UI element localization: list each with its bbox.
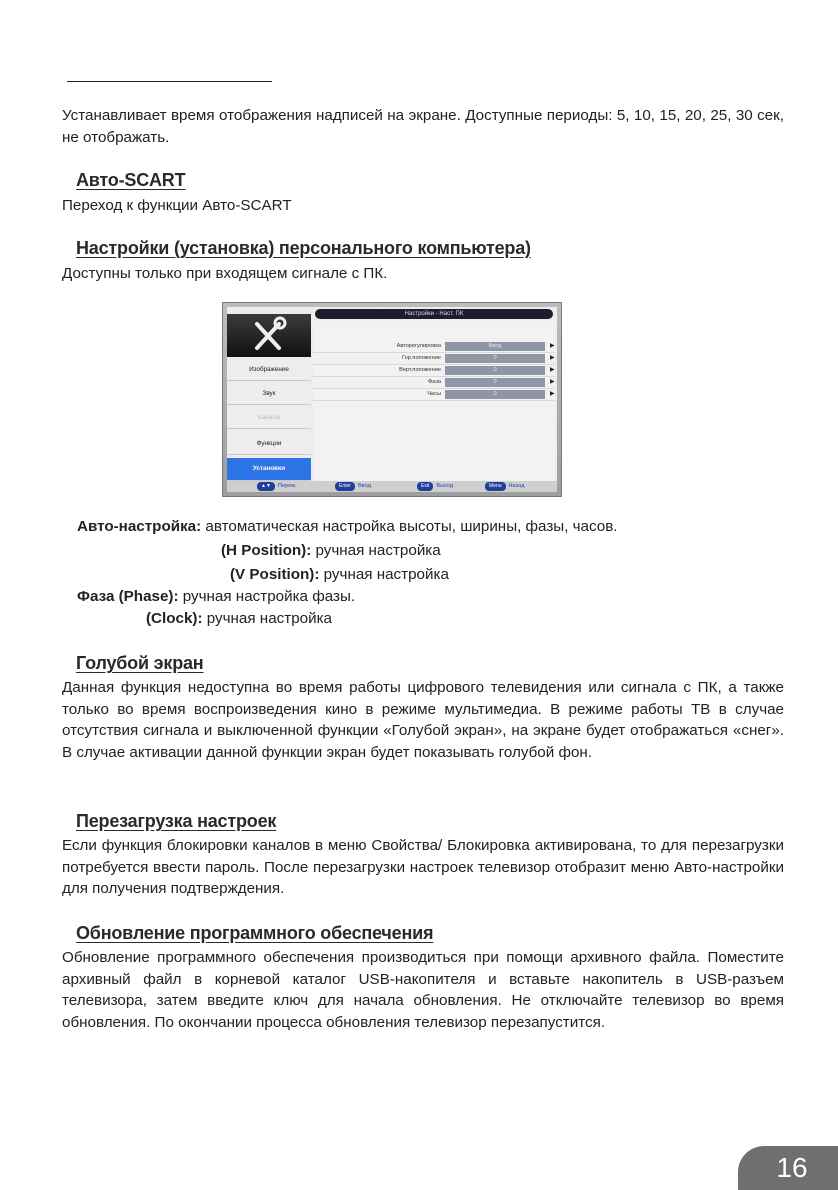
heading-pc-settings: Настройки (установка) персонального компьютера) [76, 238, 531, 258]
arrow-right-icon: ▶ [550, 391, 555, 397]
definition-clock: (Clock): ручная настройка [146, 610, 332, 627]
tv-row-value: 0 [445, 390, 545, 399]
heading-software-update: Обновление программного обеспечения [76, 923, 434, 943]
heading-auto-scart: Авто-SCART [76, 170, 186, 190]
intro-paragraph: Устанавливает время отображения надписей на экране. Доступные периоды: 5, 10, 15, 20, 25, 30 сек, не отображать. [62, 107, 784, 146]
heading-reset: Перезагрузка настроек [76, 811, 277, 831]
tv-row-auto-adjust[interactable] [313, 341, 555, 353]
definition-h-position: (H Position): ручная настройка [221, 542, 441, 559]
settings-tools-icon [227, 314, 311, 357]
tv-row-value: Ввод [445, 342, 545, 351]
arrow-right-icon: ▶ [550, 343, 555, 349]
tv-row-value: 0 [445, 354, 545, 363]
tv-row-phase[interactable] [313, 377, 555, 389]
software-update-text: Обновление программного обеспечения производиться при помощи архивного файла. Поместите архивный файл в корневой каталог USB-накопителя и вставьте накопитель в USB-разъем телевизора, затем введите ключ для начала обновления. Не отключайте телевизор во время обновления. По окончании процесса обновления телевизор перезапустится. [62, 949, 784, 1031]
tv-row-label: Верт.положение [399, 367, 441, 373]
tv-menu-title: Настройки - Наст. ПК [315, 309, 553, 319]
pc-settings-text: Доступны только при входящем сигнале с ПК. [62, 265, 388, 282]
tv-row-v-position[interactable] [313, 365, 555, 377]
footer-hint-menu: Menu Назад [485, 482, 525, 491]
page-number: 16 [738, 1146, 838, 1190]
tv-row-label: Фаза [428, 379, 441, 385]
tv-menu-item-sound[interactable]: Звук [227, 384, 311, 405]
tv-row-h-position[interactable] [313, 353, 555, 365]
definition-auto-setup: Авто-настройка: автоматическая настройка высоты, ширины, фазы, часов. [77, 518, 618, 535]
top-rule [67, 81, 272, 82]
heading-blue-screen: Голубой экран [76, 653, 204, 673]
definition-v-position: (V Position): ручная настройка [230, 566, 449, 583]
tv-menu-screenshot [222, 302, 562, 497]
tv-menu-content [313, 321, 555, 484]
tv-row-label: Гор.положение [401, 355, 441, 361]
arrow-right-icon: ▶ [550, 367, 555, 373]
tv-row-label: Авторегулировка [396, 343, 441, 349]
tv-menu-item-functions[interactable]: Функции [227, 434, 311, 455]
footer-hint-enter: Enter Ввод [335, 482, 371, 491]
auto-scart-text: Переход к функции Авто-SCART [62, 197, 292, 214]
tv-menu-sidebar [227, 314, 311, 484]
arrow-right-icon: ▶ [550, 355, 555, 361]
tv-menu-item-channels[interactable]: Каналы [227, 408, 311, 429]
arrow-right-icon: ▶ [550, 379, 555, 385]
definition-phase: Фаза (Phase): ручная настройка фазы. [77, 588, 356, 605]
tv-menu-item-setup[interactable]: Установки [227, 458, 311, 481]
footer-hint-move: ▲▼ Перем. [257, 482, 297, 491]
reset-text: Если функция блокировки каналов в меню Свойства/ Блокировка активирована, то для перезагрузки потребуется ввести пароль. После перезагрузки настроек телевизор отобразит меню Авто-настройки для получения подтверждения. [62, 837, 784, 897]
tv-menu-item-picture[interactable]: Изображение [227, 360, 311, 381]
tv-menu-footer [227, 481, 557, 492]
tv-row-clock[interactable] [313, 389, 555, 401]
tv-row-label: Часы [427, 391, 441, 397]
tv-row-value: 0 [445, 378, 545, 387]
blue-screen-text: Данная функция недоступна во время работы цифрового телевидения или сигнала с ПК, а также только во время воспроизведения кино в режиме мультимедиа. В режиме работы ТВ в случае отсутствия сигнала и выключенной функции «Голубой экран», на экране будет отображаться «снег». В случае активации данной функции экран будет показывать голубой фон. [62, 679, 784, 761]
tv-row-value: 0 [445, 366, 545, 375]
footer-hint-exit: Exit Выход [417, 482, 453, 491]
